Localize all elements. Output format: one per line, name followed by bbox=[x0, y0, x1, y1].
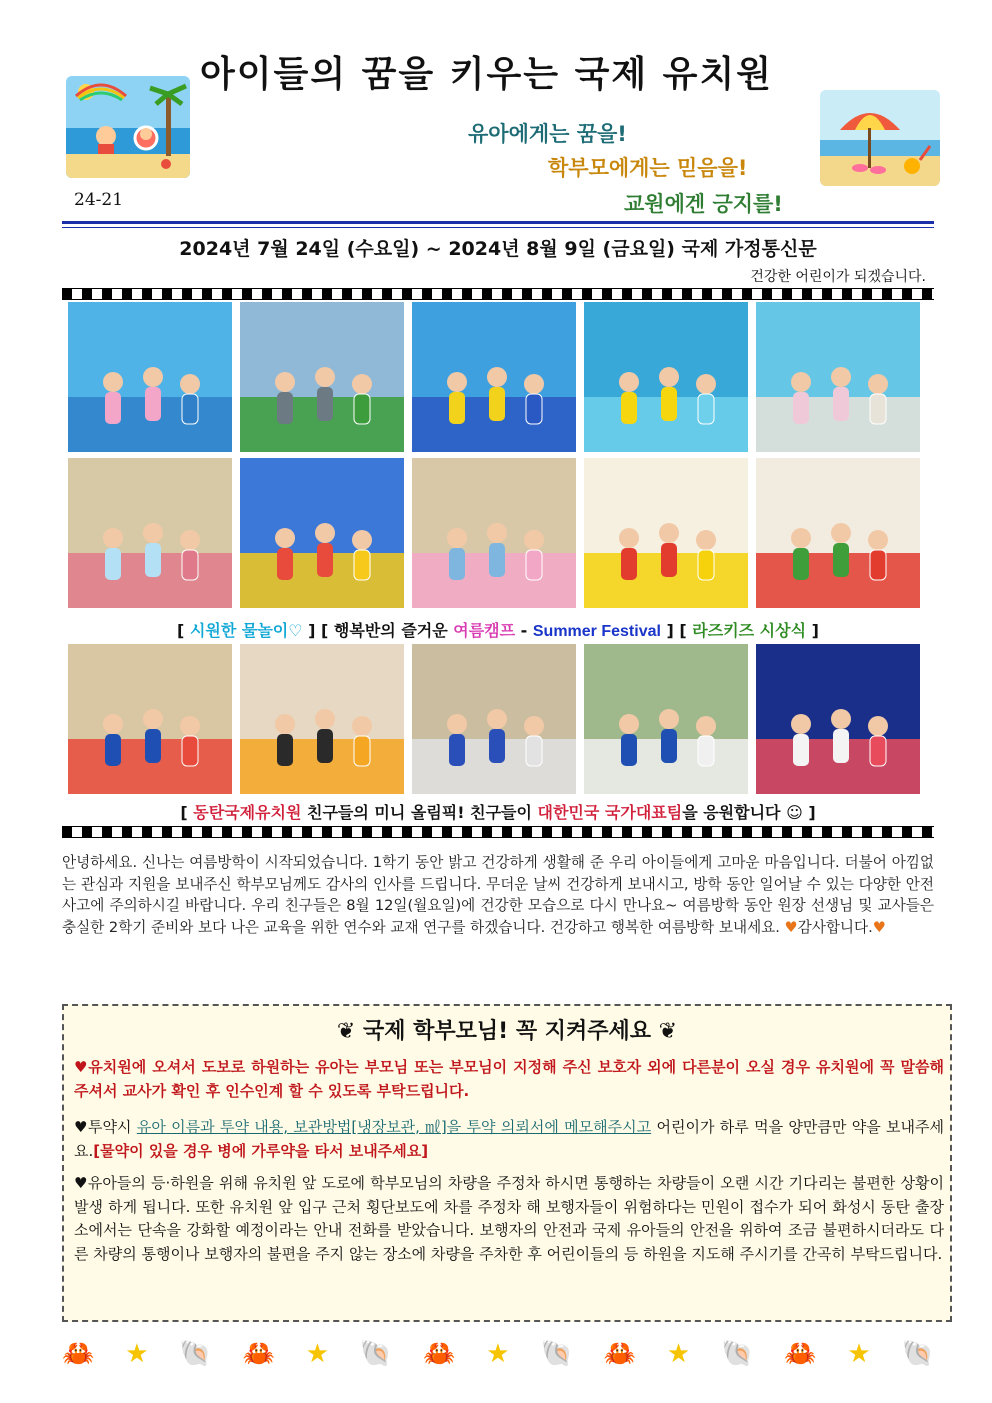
beach-umbrella-clipart bbox=[820, 90, 940, 186]
shell-icon: 🐚 bbox=[359, 1339, 393, 1369]
caption-summer-camp: 여름캠프 bbox=[453, 621, 516, 640]
notice-item-pickup: ♥유치원에 오셔서 도보로 하원하는 유아는 부모님 또는 부모님이 지정해 주신 보호자 외에 다른분이 오실 경우 유치원에 꼭 말씀해 주셔서 교사가 확인 후 인수인계 할 수 있도록 부탁드립니다. bbox=[74, 1058, 944, 1100]
shell-icon: 🐚 bbox=[901, 1339, 934, 1369]
cheering-kids-photo bbox=[240, 644, 404, 794]
star-icon: ★ bbox=[666, 1339, 691, 1369]
mario-award-photo-1 bbox=[584, 458, 748, 608]
crab-icon: 🦀 bbox=[242, 1339, 275, 1369]
checker-border-top bbox=[62, 288, 934, 300]
stage-group-photo bbox=[584, 644, 748, 794]
heart-icon: ❦ bbox=[651, 1019, 678, 1044]
medicine-instructions: 유아 이름과 투약 내용, 보관방법[냉장보관, ㎖]을 투약 의뢰서에 메모해주시고 bbox=[136, 1118, 652, 1136]
indoor-pool-photo bbox=[756, 302, 920, 452]
motto-line-2: 학부모에게는 믿음을! bbox=[548, 156, 748, 180]
motto-line-3: 교원에겐 긍지를! bbox=[624, 192, 783, 216]
crab-icon: 🦀 bbox=[423, 1339, 456, 1369]
swimming-tubes-photo bbox=[584, 302, 748, 452]
olympic-running-photo bbox=[68, 644, 232, 794]
motto-line-1: 유아에게는 꿈을! bbox=[468, 122, 627, 146]
checker-border-bottom bbox=[62, 826, 934, 838]
liquid-medicine-note: [물약이 있을 경우 병에 가루약을 타서 보내주세요] bbox=[93, 1141, 429, 1160]
water-slide-photo bbox=[412, 302, 576, 452]
caption-water-play: 시원한 물놀이♡ bbox=[189, 621, 303, 640]
beach-kids-clipart bbox=[66, 76, 190, 178]
greeting-line: 건강한 어린이가 되겠습니다. bbox=[750, 269, 926, 285]
shell-icon: 🐚 bbox=[179, 1339, 212, 1369]
notice-item-parking: ♥유아들의 등·하원을 위해 유치원 앞 도로에 학부모님의 차량을 주정차 하시면 통행하는 차량들이 오랜 시간 기다리는 불편한 상황이 발생 하게 됩니다. 또한 유치원 앞 입구 근처 횡단보도에 차를 주정차 해 보행자들이 위험하다는 민원이 접수가 되어 화성시 동탄 출장소에서는 단속을 강화할 예정이라는 안내 전화를 받았습니다. 보행자의 안전과 국제 유아들의 안전을 위하여 조금 불편하시더라도 다른 차량의 통행이나 보행자의 불편을 주지 않는 장소에 차량을 주차한 후 어린이들의 등 하원을 지도해 주시기를 간곡히 부탁드립니다. bbox=[74, 1174, 944, 1263]
issue-number: 24-21 bbox=[74, 190, 124, 210]
notice-title: ❦ 국제 학부모님! 꼭 지켜주세요 ❦ bbox=[336, 1019, 678, 1044]
heart-icon: ♥ bbox=[872, 918, 886, 936]
pool-play-photo bbox=[68, 302, 232, 452]
caption-school-name: 동탄국제유치원 bbox=[193, 803, 302, 822]
notice-item-medicine: ♥투약시 유아 이름과 투약 내용, 보관방법[냉장보관, ㎖]을 투약 의뢰서에 메모해주시고 어린이가 하루 먹을 양만큼만 약을 보내주세요.[물약이 있을 경우 병에 가루약을 타서 보내주세요] bbox=[74, 1118, 945, 1160]
classroom-game-photo bbox=[68, 458, 232, 608]
heart-icon: ❦ bbox=[336, 1019, 363, 1044]
greeting-paragraph: 안녕하세요. 신나는 여름방학이 시작되었습니다. 1학기 동안 밝고 건강하게 생활해 준 우리 아이들에게 고마운 마음입니다. 더불어 아낌없는 관심과 지원을 보내주신 학부모님께도 감사의 인사를 드립니다. 무더운 날씨 건강하게 보내시고, 방학 동안 일어날 수 있는 다양한 안전사고에 주의하시길 바랍니다. 우리 친구들은 8월 12일(월요일)에 건강한 모습으로 다시 만나요~ 여름방학 동안 원장 선생님 및 교사들은 충실한 2학기 준비와 보다 나은 교육을 위한 연수와 교재 연구를 하겠습니다. 건강하고 행복한 여름방학 보내세요. ♥감사합니다.♥ bbox=[62, 854, 934, 936]
shell-icon: 🐚 bbox=[720, 1339, 754, 1369]
footer-decoration bbox=[62, 1336, 934, 1372]
caption-korea-team: 대한민국 국가대표팀 bbox=[537, 803, 683, 822]
korea-team-photo bbox=[756, 644, 920, 794]
caption-summer-festival: Summer Festival bbox=[532, 623, 661, 640]
dateline: 2024년 7월 24일 (수요일) ~ 2024년 8월 9일 (금요일) 국제 가정통신문 bbox=[179, 238, 817, 260]
rooftop-group-photo bbox=[240, 302, 404, 452]
block-wall-photo bbox=[240, 458, 404, 608]
crab-icon: 🦀 bbox=[603, 1339, 637, 1369]
mario-award-photo-2 bbox=[756, 458, 920, 608]
shell-icon: 🐚 bbox=[540, 1339, 573, 1369]
heart-icon: ♥ bbox=[784, 918, 798, 936]
olympic-dance-photo bbox=[412, 644, 576, 794]
header-rule bbox=[62, 221, 934, 224]
star-icon: ★ bbox=[305, 1339, 330, 1369]
header-rule-thin bbox=[62, 227, 934, 228]
star-icon: ★ bbox=[486, 1339, 510, 1369]
lying-kids-photo bbox=[412, 458, 576, 608]
crab-icon: 🦀 bbox=[62, 1339, 95, 1369]
caption-row-2: [ 시원한 물놀이♡ ] [ 행복반의 즐거운 여름캠프 - Summer Festival ] [ 라즈키즈 시상식 ] bbox=[177, 621, 819, 640]
star-icon: ★ bbox=[847, 1339, 871, 1369]
caption-row-3: [ 동탄국제유치원 친구들의 미니 올림픽! 친구들이 대한민국 국가대표팀을 응원합니다 ☺ ] bbox=[180, 803, 816, 822]
crab-icon: 🦀 bbox=[784, 1339, 817, 1369]
thanks-text: 감사합니다. bbox=[797, 918, 873, 936]
newsletter-title: 아이들의 꿈을 키우는 국제 유치원 bbox=[200, 54, 773, 95]
star-icon: ★ bbox=[125, 1339, 149, 1369]
caption-razkids-award: 라즈키즈 시상식 bbox=[692, 621, 807, 640]
